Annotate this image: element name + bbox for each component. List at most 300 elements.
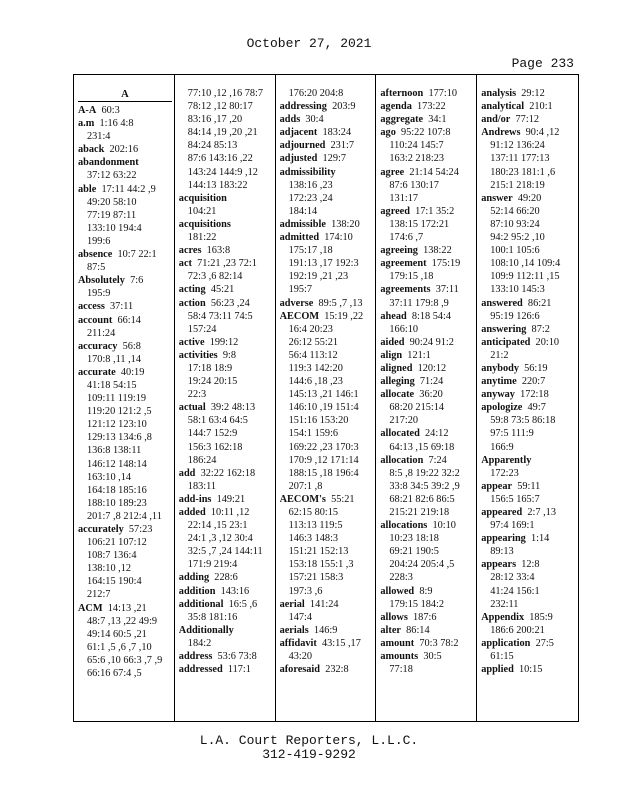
index-page-line-refs: 203:9	[332, 101, 356, 113]
index-page-line-refs: 28:12 33:4	[490, 572, 535, 584]
index-page-line-refs: 78:12 ,12 80:17	[187, 101, 253, 113]
index-entry-continuation	[179, 545, 273, 558]
index-entry-continuation	[78, 458, 172, 471]
index-page-line-refs: 12:8	[521, 559, 540, 571]
index-term: allocations	[380, 520, 428, 532]
index-entry-continuation	[280, 205, 374, 218]
index-page-line-refs: 188:10 189:23	[87, 497, 147, 509]
index-page-line-refs: 68:20 215:14	[389, 402, 445, 414]
index-page-line-refs: 172:18	[520, 389, 549, 401]
index-page-line-refs: 146:3 148:3	[288, 533, 339, 545]
index-entry-continuation	[78, 471, 172, 484]
index-term: addition	[178, 585, 216, 597]
index-entry-continuation	[280, 480, 374, 493]
index-entry-continuation	[380, 558, 474, 571]
index-entries	[481, 87, 576, 676]
index-term: aerial	[279, 598, 305, 610]
index-page-line-refs: 29:12	[521, 88, 545, 99]
index-term: abandonment	[78, 157, 139, 169]
index-term: added	[178, 507, 206, 518]
index-entry-continuation	[78, 222, 172, 235]
index-page-line-refs: 145:13 ,21 146:1	[288, 389, 359, 401]
index-page-line-refs: 7:6	[130, 275, 144, 287]
index-page-line-refs: 77:12	[515, 114, 539, 126]
index-entry	[280, 152, 374, 165]
index-entry-continuation	[481, 218, 576, 231]
index-page-line-refs: 48:7 ,13 ,22 49:9	[87, 615, 158, 627]
index-entry	[78, 602, 172, 615]
index-page-line-refs: 220:7	[521, 376, 546, 388]
index-page-line-refs: 164:15 190:4	[87, 576, 142, 588]
index-entry	[481, 663, 576, 676]
index-page-line-refs: 9:8	[222, 349, 237, 361]
index-page-line-refs: 183:24	[322, 127, 352, 139]
index-page-line-refs: 77:10 ,12 ,16 78:7	[187, 88, 264, 99]
index-entry-continuation	[380, 493, 474, 506]
index-term: Absolutely	[78, 275, 125, 287]
index-entry	[481, 611, 576, 624]
index-term: agreements	[380, 284, 431, 296]
index-term: Appendix	[481, 611, 525, 623]
index-entry-continuation	[78, 379, 172, 392]
index-page-line-refs: 137:11 177:13	[490, 153, 550, 165]
index-column-2	[175, 75, 276, 721]
index-page-line-refs: 207:1 ,8	[288, 480, 323, 492]
index-page-line-refs: 62:15 80:15	[288, 507, 339, 518]
index-entry	[380, 611, 474, 624]
index-entry-continuation	[380, 218, 474, 231]
index-page-line-refs: 147:4	[288, 611, 313, 623]
index-page-line-refs: 45:21	[210, 284, 235, 296]
index-entry-continuation	[280, 545, 374, 558]
index-page-line-refs: 110:24 145:7	[389, 140, 444, 152]
index-page-line-refs: 129:13 134:6 ,8	[87, 432, 152, 444]
index-entry-continuation	[280, 467, 374, 480]
index-entry-continuation	[179, 480, 273, 493]
index-page-line-refs: 89:5 ,7 ,13	[318, 297, 363, 309]
index-entry-continuation	[179, 179, 273, 192]
index-entry	[179, 493, 273, 506]
index-page-line-refs: 66:16 67:4 ,5	[87, 668, 142, 680]
index-entry-continuation	[481, 139, 576, 152]
index-entry	[380, 113, 474, 126]
index-page-line-refs: 177:10	[428, 88, 458, 99]
index-page-line-refs: 70:3 78:2	[419, 637, 459, 649]
index-page-line-refs: 104:21	[187, 205, 217, 217]
index-entry	[78, 523, 172, 536]
index-entry-continuation	[380, 192, 474, 205]
index-entry-continuation	[280, 375, 374, 388]
index-page-line-refs: 39:2 48:13	[210, 402, 256, 414]
index-term: analysis	[481, 88, 517, 99]
index-term: afternoon	[380, 88, 424, 99]
index-entry	[481, 388, 576, 401]
index-term: answering	[481, 323, 527, 335]
index-entry	[179, 257, 273, 270]
index-term: analytical	[481, 101, 525, 113]
index-entry-continuation	[280, 349, 374, 362]
index-entry	[179, 192, 273, 205]
index-term: apologize	[481, 402, 523, 414]
index-entry-continuation	[78, 235, 172, 248]
index-page-line-refs: 166:9	[490, 441, 514, 453]
index-entry-continuation	[380, 270, 474, 283]
index-page-line-refs: 61:1 ,5 ,6 ,7 ,10	[87, 641, 152, 653]
index-entry	[78, 366, 172, 379]
index-term: adds	[279, 114, 301, 126]
index-page-line-refs: 201:7 ,8 212:4 ,11	[87, 510, 162, 522]
index-entries	[380, 87, 474, 676]
index-term: a.m	[78, 118, 95, 130]
index-term: aided	[380, 336, 405, 348]
index-page-line-refs: 94:2 95:2 ,10	[490, 232, 545, 244]
index-term: adjourned	[279, 140, 326, 152]
index-entry	[78, 104, 172, 117]
index-entry	[481, 126, 576, 139]
index-entry-continuation	[179, 270, 273, 283]
index-page-line-refs: 151:21 152:13	[288, 546, 349, 558]
index-entry-continuation	[179, 611, 273, 624]
index-entry-continuation	[380, 323, 474, 336]
index-page-line-refs: 8:18 54:4	[411, 310, 452, 322]
section-letter-heading: A	[78, 87, 172, 102]
index-entry-continuation	[380, 179, 474, 192]
index-page-line-refs: 174:10	[324, 232, 353, 244]
index-page-line-refs: 171:9 219:4	[187, 559, 238, 571]
index-entry-continuation	[380, 663, 474, 676]
index-entry-continuation	[78, 261, 172, 274]
index-page-line-refs: 17:11 44:2 ,9	[101, 183, 156, 195]
index-page-line-refs: 109:9 112:11 ,15	[490, 271, 560, 283]
index-entry-continuation	[179, 558, 273, 571]
index-entry	[78, 117, 172, 130]
index-entry-continuation	[481, 349, 576, 362]
index-entry	[380, 650, 474, 663]
index-page-line-refs: 100:1 105:6	[490, 245, 540, 257]
index-entry	[481, 297, 576, 310]
index-term: align	[380, 349, 403, 361]
index-term: Apparently	[481, 454, 532, 466]
index-page-line-refs: 163:10 ,14	[87, 471, 132, 483]
index-page-line-refs: 212:7	[87, 589, 111, 601]
index-entry	[481, 506, 576, 519]
index-entry-continuation	[380, 598, 474, 611]
index-page-line-refs: 8:5 ,8 19:22 32:2	[389, 467, 460, 479]
index-entry-continuation	[280, 388, 374, 401]
index-entry-continuation	[280, 401, 374, 414]
index-entry-continuation	[179, 113, 273, 126]
index-page-line-refs: 37:11	[110, 301, 134, 313]
index-entry	[78, 314, 172, 327]
index-entry-continuation	[481, 598, 576, 611]
index-page-line-refs: 40:19	[120, 366, 145, 378]
index-entry	[481, 113, 576, 126]
index-term: allows	[380, 611, 408, 623]
index-term: adding	[178, 572, 210, 584]
index-entry-continuation	[280, 650, 374, 663]
index-term: allocation	[380, 454, 424, 466]
index-page-line-refs: 202:16	[109, 144, 139, 156]
index-page-line-refs: 108:10 ,14 109:4	[490, 258, 561, 270]
index-page-line-refs: 179:15 ,18	[389, 271, 434, 283]
index-page-line-refs: 151:16 153:20	[288, 415, 349, 427]
index-page-line-refs: 24:1 ,3 ,12 30:4	[187, 533, 253, 545]
index-page-line-refs: 68:21 82:6 86:5	[389, 493, 455, 505]
index-page-line-refs: 41:18 54:15	[87, 379, 137, 391]
index-term: Additionally	[178, 624, 234, 636]
index-page-line-refs: 108:7 136:4	[87, 550, 137, 562]
index-column-3	[276, 75, 377, 721]
index-entry-continuation	[179, 441, 273, 454]
index-page-line-refs: 83:16 ,17 ,20	[187, 114, 243, 126]
index-entry-continuation	[78, 562, 172, 575]
index-entry-continuation	[78, 484, 172, 497]
index-entry-continuation	[78, 549, 172, 562]
index-term: aback	[78, 144, 105, 156]
index-term: add	[178, 467, 196, 479]
index-page-line-refs: 215:21 219:18	[389, 507, 450, 518]
index-entry-continuation	[78, 392, 172, 405]
index-entry-continuation	[481, 257, 576, 270]
index-entry	[481, 87, 576, 100]
index-term: ahead	[380, 310, 407, 322]
index-page-line-refs: 20:10	[535, 336, 560, 348]
index-entry-continuation	[179, 519, 273, 532]
index-page-line-refs: 87:2	[531, 323, 550, 335]
index-page-line-refs: 191:13 ,17 192:3	[288, 258, 359, 270]
index-page-line-refs: 49:14 60:5 ,21	[87, 628, 147, 640]
index-term: ago	[380, 127, 396, 139]
index-page-line-refs: 71:21 ,23 72:1	[197, 258, 257, 270]
index-entry	[280, 310, 374, 323]
index-entry	[179, 506, 273, 519]
index-page-line-refs: 56:8	[122, 340, 141, 352]
index-page-line-refs: 228:3	[389, 572, 413, 584]
index-page-line-refs: 37:12 63:22	[87, 170, 137, 182]
index-page-line-refs: 87:6 143:16 ,22	[187, 153, 253, 165]
index-entry-continuation	[78, 654, 172, 667]
index-page-line-refs: 41:24 156:1	[490, 585, 540, 597]
index-entry-continuation	[179, 231, 273, 244]
index-page-line-refs: 217:20	[389, 415, 418, 427]
index-page-line-refs: 8:9	[419, 585, 433, 597]
index-entry-continuation	[179, 532, 273, 545]
index-page-line-refs: 49:7	[527, 402, 546, 414]
index-page-line-refs: 43:15 ,17	[321, 637, 361, 649]
index-term: aforesaid	[279, 664, 321, 676]
index-entry	[280, 166, 374, 179]
index-entry-continuation	[78, 641, 172, 654]
index-page-line-refs: 27:5	[535, 637, 554, 649]
index-page-line-refs: 199:6	[87, 235, 111, 247]
index-entry	[179, 349, 273, 362]
index-entry-continuation	[78, 431, 172, 444]
index-entry-continuation	[179, 375, 273, 388]
index-entry	[179, 585, 273, 598]
index-term: appears	[481, 559, 517, 571]
index-term: AECOM's	[279, 493, 326, 505]
index-page-line-refs: 133:10 194:4	[87, 222, 142, 234]
index-entry-continuation	[481, 231, 576, 244]
index-entry-continuation	[481, 270, 576, 283]
index-page-line-refs: 146:12 148:14	[87, 458, 147, 470]
index-page-line-refs: 58:4 73:11 74:5	[187, 310, 253, 322]
index-page-line-refs: 21:14 54:24	[409, 166, 459, 178]
index-term: acquisitions	[178, 218, 231, 230]
index-page-line-refs: 37:11	[435, 284, 459, 296]
index-entry	[380, 388, 474, 401]
index-entry	[380, 100, 474, 113]
index-term: amount	[380, 637, 415, 649]
index-term: adverse	[279, 297, 314, 309]
index-entry-continuation	[280, 506, 374, 519]
index-term: AECOM	[279, 310, 320, 322]
index-entry-continuation	[78, 615, 172, 628]
index-page-line-refs: 95:22 107:8	[401, 127, 451, 139]
index-entry	[78, 274, 172, 287]
index-page-line-refs: 57:23	[128, 524, 153, 535]
index-term: A-A	[78, 105, 97, 116]
index-term: accurate	[78, 366, 116, 378]
index-entry-continuation	[78, 327, 172, 340]
index-entry	[380, 87, 474, 100]
index-term: allocate	[380, 389, 415, 401]
index-entry-continuation	[179, 323, 273, 336]
index-entry-continuation	[280, 270, 374, 283]
index-entry-continuation	[280, 192, 374, 205]
index-page-line-refs: 56:4 113:12	[288, 349, 338, 361]
index-entry	[481, 532, 576, 545]
index-page-line-refs: 59:8 73:5 86:18	[490, 415, 556, 427]
index-term: alleging	[380, 376, 415, 388]
index-page-line-refs: 188:15 ,18 196:4	[288, 467, 359, 479]
index-term: appeared	[481, 507, 523, 518]
index-page-line-refs: 15:19 ,22	[324, 310, 364, 322]
index-entry-continuation	[380, 152, 474, 165]
index-page-line-refs: 95:19 126:6	[490, 310, 540, 322]
index-entry	[280, 493, 374, 506]
index-term: agreed	[380, 205, 410, 217]
index-page-line-refs: 192:19 ,21 ,23	[288, 271, 349, 283]
index-term: activities	[178, 349, 218, 361]
index-page-line-refs: 174:6 ,7	[389, 232, 424, 244]
index-entry-continuation	[481, 585, 576, 598]
index-page-line-refs: 60:3	[101, 105, 120, 116]
index-entry-continuation	[380, 545, 474, 558]
index-entry	[179, 336, 273, 349]
index-page-line-refs: 170:8 ,11 ,14	[87, 353, 141, 365]
index-entry-continuation	[179, 100, 273, 113]
index-entry-continuation	[380, 506, 474, 519]
index-entry	[280, 218, 374, 231]
index-term: additional	[178, 598, 224, 610]
index-term: agreeing	[380, 245, 418, 257]
index-page-line-refs: 32:22 162:18	[200, 467, 256, 479]
index-entry	[179, 297, 273, 310]
index-entry-continuation	[280, 441, 374, 454]
index-page-line-refs: 231:4	[87, 131, 111, 143]
index-page-line-refs: 64:13 ,15 69:18	[389, 441, 455, 453]
index-term: add-ins	[178, 493, 212, 505]
index-entries	[280, 87, 374, 676]
index-column-5	[477, 75, 578, 721]
index-page-line-refs: 97:5 111:9	[490, 428, 534, 440]
index-term: act	[178, 258, 192, 270]
index-page-line-refs: 176:20 204:8	[288, 88, 344, 99]
index-entry-continuation	[481, 441, 576, 454]
index-page-line-refs: 7:24	[428, 454, 447, 466]
index-page-line-refs: 204:24 205:4 ,5	[389, 559, 455, 571]
index-page-line-refs: 117:1	[227, 664, 251, 676]
index-entries	[179, 87, 273, 676]
index-page-line-refs: 146:9	[313, 624, 338, 636]
index-entry-continuation	[280, 427, 374, 440]
index-page-line-refs: 90:24 91:2	[409, 336, 454, 348]
index-page-line-refs: 156:5 165:7	[490, 493, 540, 505]
index-entry	[481, 480, 576, 493]
word-index-table	[73, 74, 579, 722]
index-page-line-refs: 232:11	[490, 598, 519, 610]
index-term: ACM	[78, 602, 103, 614]
index-entry-continuation	[280, 179, 374, 192]
index-page-line-refs: 86:21	[527, 297, 552, 309]
index-page-line-refs: 183:11	[187, 480, 217, 492]
index-page-line-refs: 143:24 144:9 ,12	[187, 166, 258, 178]
index-entry	[280, 139, 374, 152]
index-page-line-refs: 120:12	[417, 362, 447, 374]
index-page-line-refs: 138:15 172:21	[389, 218, 450, 230]
index-entry	[179, 218, 273, 231]
index-entry	[380, 637, 474, 650]
index-term: action	[178, 297, 206, 309]
index-entry	[280, 624, 374, 637]
index-page-line-refs: 113:13 119:5	[288, 520, 343, 532]
index-term: anyway	[481, 389, 515, 401]
index-page-line-refs: 14:13 ,21	[107, 602, 147, 614]
index-page-line-refs: 181:22	[187, 232, 217, 244]
index-page-line-refs: 146:10 ,19 151:4	[288, 402, 359, 414]
index-entry	[280, 663, 374, 676]
index-entry-continuation	[481, 467, 576, 480]
index-entry-continuation	[280, 257, 374, 270]
index-column-1	[74, 75, 175, 721]
index-entry-continuation	[380, 401, 474, 414]
index-term: adjusted	[279, 153, 318, 165]
index-page-line-refs: 77:19 87:11	[87, 209, 137, 221]
index-entry-continuation	[78, 196, 172, 209]
index-term: anytime	[481, 376, 517, 388]
index-entry	[380, 166, 474, 179]
index-page-line-refs: 186:24	[187, 454, 217, 466]
index-page-line-refs: 58:1 63:4 64:5	[187, 415, 248, 427]
index-term: admissibility	[279, 166, 336, 178]
index-page-line-refs: 153:18 155:1 ,3	[288, 559, 354, 571]
index-column-4	[376, 75, 477, 721]
index-term: acres	[178, 245, 202, 257]
index-entry	[380, 375, 474, 388]
index-entry-continuation	[179, 414, 273, 427]
index-page-line-refs: 121:1	[407, 349, 431, 361]
index-entry	[280, 231, 374, 244]
index-entry-continuation	[481, 310, 576, 323]
index-page-line-refs: 56:19	[524, 362, 548, 374]
index-page-line-refs: 184:14	[288, 205, 318, 217]
index-entry-continuation	[481, 624, 576, 637]
index-page-line-refs: 10:11 ,12	[210, 507, 250, 518]
index-page-line-refs: 138:16 ,23	[288, 179, 333, 191]
index-page-line-refs: 24:12	[425, 428, 449, 440]
index-term: application	[481, 637, 531, 649]
